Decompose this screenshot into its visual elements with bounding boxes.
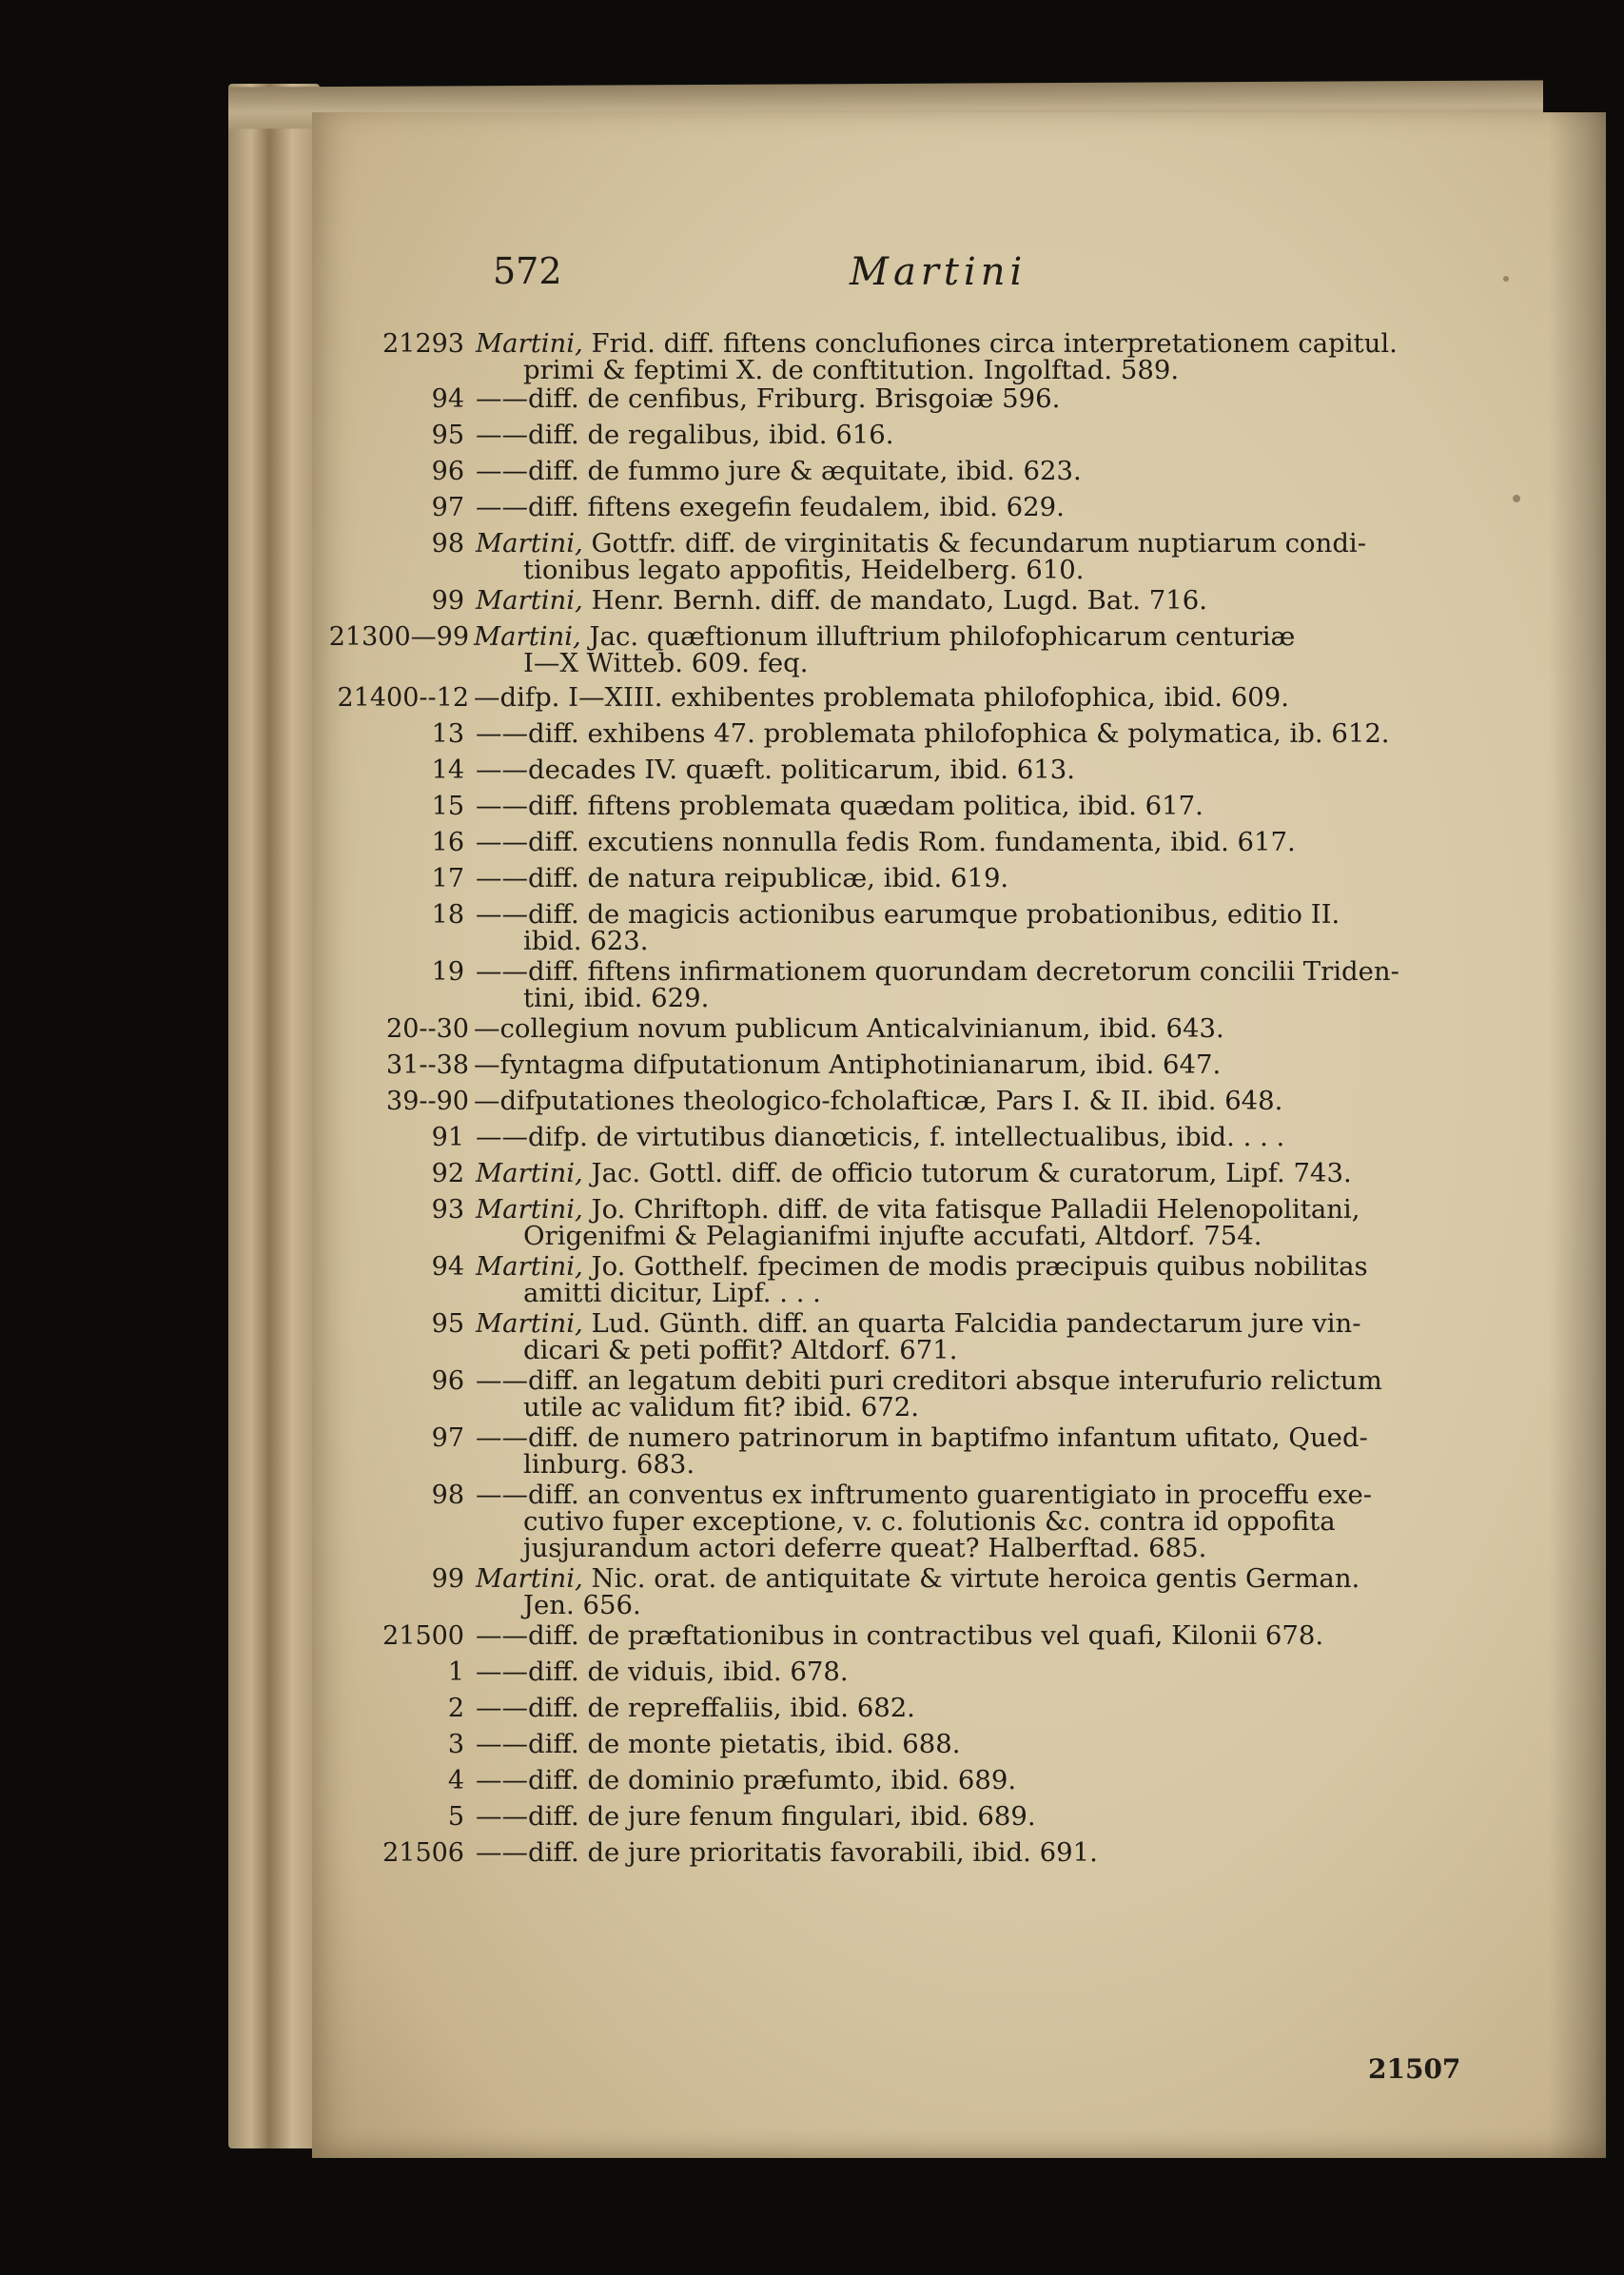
entry-number: 98 [431,1481,464,1510]
entry-text [476,1838,1098,1868]
entry-title: ——diff. de jure prioritatis favorabili, ibid. 691. [476,1837,1098,1868]
entry-continuation: amitti dicitur, Lipf. . . . [523,1278,821,1308]
entry-text [474,1050,1221,1080]
entry-title: —difputationes theologico-fcholafticæ, Pars I. & II. ibid. 648. [474,1086,1283,1116]
entry-number: 5 [447,1802,464,1832]
entry-text [476,586,1207,616]
author-name: Martini, [476,1158,583,1188]
author-name: Martini, [476,585,583,616]
entry-title: ——diff. fiftens infirmationem quorundam decretorum concilii Triden- [476,956,1399,987]
book-page [312,112,1606,2158]
entry-title: Gottfr. diff. de virginitatis & fecundarum nuptiarum condi- [591,528,1367,559]
entry-text [476,719,1390,749]
entry-number: 17 [431,864,464,893]
entry-number: 2 [447,1694,464,1723]
entry-continuation: primi & feptimi X. de conftitution. Ingolftad. 589. [523,355,1180,385]
entry-number: 1 [447,1657,464,1687]
entry-number: 95 [431,1309,464,1339]
entry-title: ——diff. de cenfibus, Friburg. Brisgoiæ 596. [476,383,1061,414]
entry-number: 95 [431,421,464,450]
author-name: Martini, [474,621,581,652]
entry-title: Jac. quæftionum illuftrium philofophicarum centuriæ [589,621,1296,652]
entry-title: ——diff. de magicis actionibus earumque probationibus, editio II. [476,899,1340,930]
entry-title: ——diff. an legatum debiti puri creditori absque interufurio relictum [476,1365,1382,1396]
entry-number: 18 [431,900,464,930]
entry-title: ——decades IV. quæft. politicarum, ibid. 613. [476,755,1076,785]
entry-number: 97 [431,1423,464,1453]
entry-text [476,1802,1036,1832]
entry-title: Henr. Bernh. diff. de mandato, Lugd. Bat. 716. [591,585,1208,616]
entry-text [474,1087,1282,1116]
entry-number: 98 [431,529,464,559]
entry-title: ——diff. de fummo jure & æquitate, ibid. 623. [476,456,1082,486]
entry-continuation: Origenifmi & Pelagianifmi injufte accufati, Altdorf. 754. [523,1221,1262,1251]
entry-number: 39--90 [386,1087,469,1116]
entry-title: ——diff. de natura reipublicæ, ibid. 619. [476,863,1009,893]
entry-title: —fyntagma difputationum Antiphotinianarum, ibid. 647. [474,1049,1222,1080]
entry-number: 15 [431,792,464,821]
entry-continuation: tini, ibid. 629. [523,983,710,1013]
running-head: Martini [850,250,1027,294]
entry-text [476,457,1082,486]
entry-number: 13 [431,719,464,749]
entry-text [476,1123,1284,1152]
entry-title: ——diff. fiftens problemata quædam politica, ibid. 617. [476,791,1203,821]
entry-number: 96 [431,457,464,486]
entry-continuation: jusjurandum actori deferre queat? Halberftad. 685. [523,1533,1207,1563]
entry-continuation: linburg. 683. [523,1449,695,1480]
entry-text [476,1621,1323,1651]
entry-number: 21300—99 [328,622,469,652]
entry-text [476,384,1060,414]
entry-number: 91 [431,1123,464,1152]
author-name: Martini, [476,328,583,359]
entry-text [474,1014,1224,1044]
entry-title: ——diff. de monte pietatis, ibid. 688. [476,1729,961,1759]
entry-title: ——diff. de dominio præfumto, ibid. 689. [476,1765,1017,1795]
entry-title: ——diff. excutiens nonnulla fedis Rom. fundamenta, ibid. 617. [476,827,1296,857]
page-header [493,250,1444,317]
entry-text [476,1657,849,1687]
entry-number: 94 [431,384,464,414]
entry-title: ——diff. an conventus ex inftrumento guarentigiato in proceffu exe- [476,1480,1373,1510]
entry-title: Jac. Gottl. diff. de officio tutorum & curatorum, Lipf. 743. [591,1158,1352,1188]
entry-number: 99 [431,1564,464,1594]
entry-text [476,828,1296,857]
entry-number: 99 [431,586,464,616]
entry-text [476,755,1075,785]
author-name: Martini, [476,528,583,559]
page-text [312,112,1606,2158]
book-fore-edge [228,84,320,2148]
entry-title: ——diff. de regalibus, ibid. 616. [476,420,894,450]
entry-number: 21506 [382,1838,464,1868]
entry-title: ——diff. de præftationibus in contractibus vel quafi, Kilonii 678. [476,1620,1324,1651]
entry-number: 21400--12 [337,683,469,713]
author-name: Martini, [476,1308,583,1339]
entry-continuation: dicari & peti poffit? Altdorf. 671. [523,1335,958,1365]
entry-title: Nic. orat. de antiquitate & virtute heroica gentis German. [591,1563,1360,1594]
entry-text [476,493,1065,522]
entry-title: Frid. diff. fiftens conclufiones circa interpretationem capitul. [591,328,1398,359]
entry-number: 4 [447,1766,464,1795]
entry-number: 97 [431,493,464,522]
entry-number: 21500 [382,1621,464,1651]
entry-number: 16 [431,828,464,857]
entry-number: 31--38 [386,1050,469,1080]
entry-title: Jo. Gotthelf. fpecimen de modis præcipuis quibus nobilitas [591,1251,1368,1282]
entry-continuation: tionibus legato appofitis, Heidelberg. 610. [523,555,1085,585]
entry-continuation: Jen. 656. [523,1590,641,1620]
entry-text [476,1766,1016,1795]
entry-continuation: utile ac validum fit? ibid. 672. [523,1392,919,1422]
entry-text [474,683,1289,713]
entry-title: ——diff. de numero patrinorum in baptifmo infantum ufitato, Qued- [476,1422,1368,1453]
entry-number: 93 [431,1195,464,1225]
entry-number: 3 [447,1730,464,1759]
entry-number: 21293 [382,329,464,359]
entry-title: ——diff. exhibens 47. problemata philofophica & polymatica, ib. 612. [476,718,1390,749]
entry-continuation: ibid. 623. [523,926,649,956]
entry-text [476,1730,961,1759]
entry-text [476,1159,1352,1188]
entry-title: —difp. I—XIII. exhibentes problemata philofophica, ibid. 609. [474,682,1289,713]
entry-text [476,792,1203,821]
entry-title: ——diff. de jure fenum fingulari, ibid. 689. [476,1801,1036,1832]
author-name: Martini, [476,1563,583,1594]
entry-text [476,1694,915,1723]
entry-title: ——difp. de virtutibus dianœticis, f. intellectualibus, ibid. . . . [476,1122,1285,1152]
catchword: 21507 [1368,2053,1461,2085]
entry-number: 96 [431,1366,464,1396]
entry-title: Lud. Günth. diff. an quarta Falcidia pandectarum jure vin- [591,1308,1361,1339]
entry-title: ——diff. fiftens exegefin feudalem, ibid. 629. [476,492,1065,522]
entry-title: —collegium novum publicum Anticalvinianum, ibid. 643. [474,1013,1224,1044]
entry-text [476,864,1008,893]
entry-number: 19 [431,957,464,987]
entry-title: ——diff. de viduis, ibid. 678. [476,1657,849,1687]
entry-text [476,421,894,450]
entry-continuation: I—X Witteb. 609. feq. [523,648,809,678]
ink-speck [1513,495,1520,502]
entry-number: 14 [431,755,464,785]
entry-continuation: cutivo fuper exceptione, v. c. folutionis &c. contra id oppofita [523,1506,1336,1537]
author-name: Martini, [476,1251,583,1282]
ink-speck [1503,276,1509,282]
entry-number: 94 [431,1252,464,1282]
entry-title: ——diff. de repreffaliis, ibid. 682. [476,1693,915,1723]
page-number: 572 [493,250,562,292]
entry-title: Jo. Chriftoph. diff. de vita fatisque Palladii Helenopolitani, [591,1194,1360,1225]
entry-number: 20--30 [386,1014,469,1044]
entry-number: 92 [431,1159,464,1188]
author-name: Martini, [476,1194,583,1225]
